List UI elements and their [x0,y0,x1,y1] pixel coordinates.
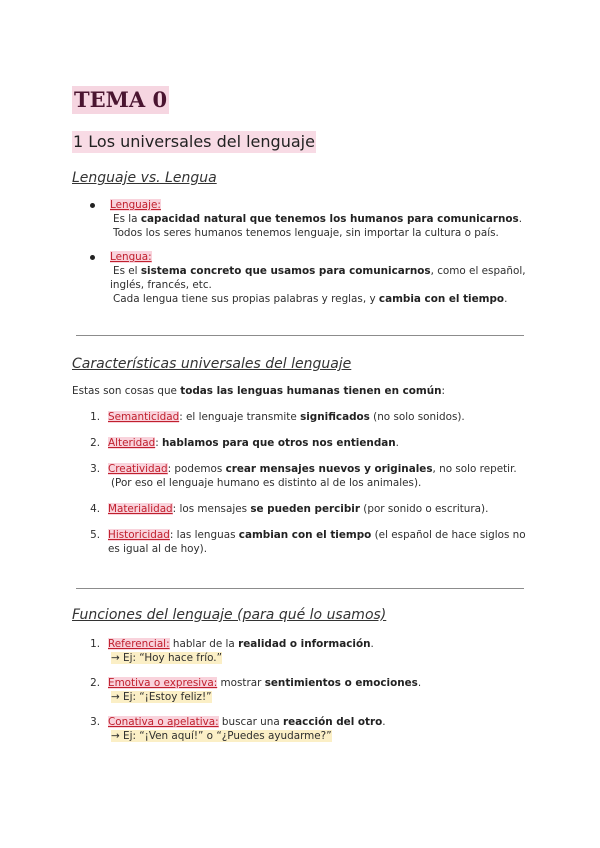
text: (Por eso el lenguaje humano es distinto al de los animales). [111,477,422,489]
list-number: 5. [90,529,100,541]
bold-text: sistema concreto que usamos para comunicarnos [140,265,431,277]
list-number: 3. [90,716,100,728]
term: Semanticidad [108,411,180,423]
text: (por sonido o escritura). [360,503,489,515]
text: : los mensajes [172,503,251,515]
bold-text: sentimientos o emociones [264,677,418,689]
bold-text: se pueden percibir [250,503,360,515]
horizontal-divider [76,335,524,336]
bold-text: crear mensajes nuevos y originales [225,463,433,475]
text: : [155,437,162,449]
term: Materialidad [108,503,173,515]
term-lenguaje: Lenguaje: [110,199,161,211]
text: . [370,638,374,650]
bold-text: cambia con el tiempo [378,293,505,305]
text: (el español de hace siglos no [371,529,526,541]
text: . [395,437,399,449]
text: (no solo sonidos). [369,411,465,423]
text: : el lenguaje transmite [179,411,301,423]
text: Es el [113,265,141,277]
term-lengua: Lengua: [110,251,152,263]
text: , no solo repetir. [432,463,517,475]
bold-text: realidad o información [238,638,371,650]
term: Alteridad [108,437,156,449]
text: Estas son cosas que [72,385,181,397]
term: Emotiva o expresiva: [108,677,218,689]
example-text: → Ej: “¡Ven aquí!” o “¿Puedes ayudarme?” [111,730,332,742]
bold-text: significados [300,411,370,423]
text: es igual al de hoy). [108,543,208,555]
bold-text: hablamos para que otros nos entiendan [162,437,396,449]
subsection-heading-funciones: Funciones del lenguaje (para qué lo usamos) [72,607,387,623]
bullet-icon [90,203,95,208]
example-text: → Ej: “¡Estoy feliz!” [111,691,212,703]
page-title: TEMA 0 [74,87,168,112]
term: Conativa o apelativa: [108,716,219,728]
text: . [417,677,422,689]
bullet-icon [90,255,95,260]
horizontal-divider [76,588,524,589]
bold-text: reacción del otro [283,716,383,728]
intro-paragraph [72,384,445,398]
term: Creatividad [108,463,168,475]
subsection-heading-caracteristicas: Características universales del lenguaje [72,356,352,372]
text: Cada lengua tiene sus propias palabras y reglas, y [113,293,379,305]
text: hablar de la [169,638,239,650]
text: , como el español, [430,265,526,277]
text: . [518,213,522,225]
text: mostrar [217,677,265,689]
term: Referencial: [108,638,170,650]
bold-text: capacidad natural que tenemos los humanos para comunicarnos [140,213,519,225]
text: : [441,385,446,397]
term: Historicidad [108,529,170,541]
text: : las lenguas [169,529,239,541]
bold-text: cambian con el tiempo [238,529,372,541]
text: inglés, francés, etc. [110,279,212,291]
text: Todos los seres humanos tenemos lenguaje, sin importar la cultura o país. [113,227,499,239]
text: . [382,716,386,728]
list-number: 2. [90,437,100,449]
text: Es la [113,213,141,225]
section-heading: 1 Los universales del lenguaje [73,132,315,151]
list-number: 3. [90,463,100,475]
text: : podemos [167,463,226,475]
example-text: → Ej: “Hoy hace frío.” [111,652,222,664]
list-number: 4. [90,503,100,515]
text: buscar una [218,716,283,728]
list-number: 1. [90,638,100,650]
text: . [504,293,508,305]
subsection-heading-lenguaje-vs-lengua: Lenguaje vs. Lengua [72,170,217,186]
list-number: 1. [90,411,100,423]
list-number: 2. [90,677,100,689]
bold-text: todas las lenguas humanas tienen en común [180,385,442,397]
